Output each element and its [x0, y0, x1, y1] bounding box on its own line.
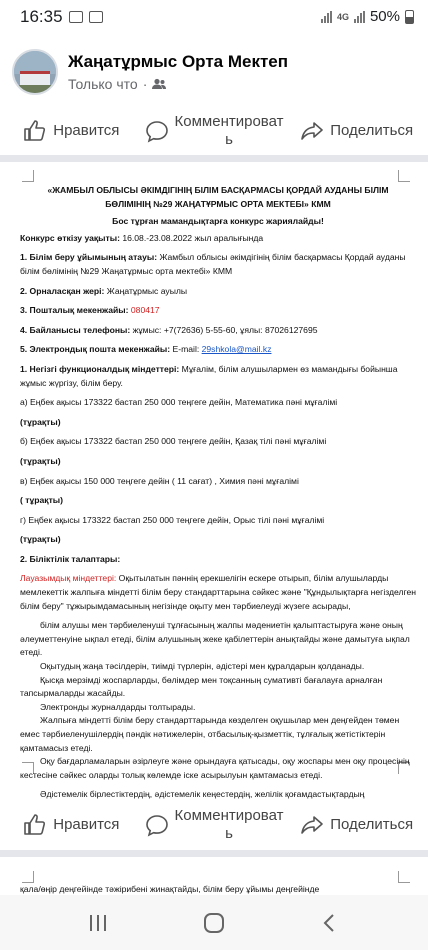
system-nav-bar: [0, 895, 428, 950]
item1-label: 1. Білім беру ұйымының атауы:: [20, 252, 158, 263]
avatar[interactable]: [12, 49, 58, 95]
comment-label: Комментироват ь: [174, 113, 284, 148]
email-link: 29shkola@mail.kz: [201, 344, 272, 355]
divider: [0, 155, 428, 162]
status-bar: [0, 0, 428, 33]
network-type: 4G: [336, 11, 349, 22]
signal-icon-2: [354, 11, 365, 23]
page-name[interactable]: Жаңатұрмыс Орта Мектеп: [68, 52, 289, 71]
document-image[interactable]: [12, 162, 420, 804]
comment-label: Комментироват ь: [174, 807, 284, 842]
battery-level: 50%: [369, 8, 400, 25]
comment-icon: [145, 813, 169, 837]
share-button-2[interactable]: [285, 813, 428, 837]
item5-prefix: E-mail:: [170, 344, 202, 355]
share-label: Поделиться: [330, 816, 414, 833]
like-label: Нравится: [53, 816, 120, 833]
doc-subtitle: Бос тұрған мамандықтарға конкурс жариялайды!: [112, 216, 324, 227]
paragraph-1: білім алушы мен тәрбиеленуші тұлғасының жалпы мәдениетін қалыптастыруға және оның әлеуметтенуіне ықпал етеді, білім алушының жеке қабілеттерін анықтайды және дамытуға ықпал етеді.: [20, 620, 410, 658]
gallery-icon: [89, 11, 103, 23]
item3-label: 3. Пошталық мекенжайы:: [20, 305, 129, 316]
position-c-note: ( тұрақты): [20, 495, 63, 506]
recent-apps-icon[interactable]: [87, 913, 109, 933]
post-header: Жаңатұрмыс Орта Мектеп Только что ·: [0, 36, 428, 108]
item3-value: 080417: [128, 305, 160, 316]
duties-value: Мұғалім, білім алушылармен өз мамандығы бойынша жұмыс жүргізу, білім беру.: [20, 363, 398, 388]
konkurs-label: Конкурс өткізу уақыты:: [20, 232, 120, 243]
next-doc-line: қала/өңір деңгейінде тәжірибені жинақтайды, білім беру ұйымы деңгейінде: [20, 884, 320, 894]
like-label: Нравится: [53, 122, 120, 139]
share-label: Поделиться: [330, 122, 414, 139]
duties-label: 1. Негізгі функционалдық міндеттері:: [20, 363, 180, 374]
position-b: б) Еңбек ақысы 173322 бастап 250 000 теңгеге дейін, Қазақ тілі пәні мұғалімі: [20, 436, 327, 447]
share-button[interactable]: [285, 119, 428, 143]
status-time: 16:35: [20, 6, 63, 26]
position-d-note: (тұрақты): [20, 534, 61, 545]
paragraph-5: Жалпыға міндетті білім беру стандарттарында көзделген оқушылар мен деңгейден төмен емес тәрбиеленушілердің пәндік нәтижелерін, отбасылық-қызметтік, тұлғалық жетістіктерін қамтамасыз етеді.: [20, 715, 400, 753]
paragraph-3: Қысқа мерзімді жоспарларды, бөлімдер мен тоқсанның сумативті бағалауға арналған тапсырмаларды жасайды.: [20, 674, 383, 699]
item4-label: 4. Байланысы телефоны:: [20, 324, 131, 335]
position-d: г) Еңбек ақысы 173322 бастап 250 000 теңгеге дейін, Орыс тілі пәні мұғалімі: [20, 514, 325, 525]
duty-text: Оқытылатын пәннің ерекшелігін ескере отырып, білім алушыларды мемлекеттік жалпыға міндетті білім беру стандарттарына сәйкес және "Құндылықтарға негізделген білім беру" тұжырымдамасының негізінде оқыту мен тәрбиелеуді жүзеге асырады,: [20, 573, 416, 611]
doc-title-2: БӨЛІМІНІҢ №29 ЖАҢАТҰРМЫС ОРТА МЕКТЕБІ» КММ: [105, 198, 331, 209]
doc-title-1: «ЖАМБЫЛ ОБЛЫСЫ ӘКІМДІГІНІҢ БІЛІМ БАСҚАРМАСЫ ҚОРДАЙ АУДАНЫ БІЛІМ: [47, 185, 389, 195]
post-time[interactable]: Только что: [68, 76, 138, 92]
item1-value: Жамбыл облысы әкімдігінің білім басқармасы Қордай ауданы білім бөлімінің №29 Жаңатұрмыс орта мектебі» КММ: [20, 252, 406, 276]
konkurs-value: 16.08.-23.08.2022 жыл аралығында: [119, 232, 264, 243]
like-button-2[interactable]: [0, 813, 143, 837]
position-a: а) Еңбек ақысы 173322 бастап 250 000 теңгеге дейін, Математика пәні мұғалімі: [20, 397, 338, 408]
position-c: в) Еңбек ақысы 150 000 теңгеге дейін ( 11 сағат) , Химия пәні мұғалімі: [20, 475, 299, 486]
item5-label: 5. Электрондық пошта мекенжайы:: [20, 344, 171, 355]
qualification-label: 2. Біліктілік талаптары:: [20, 553, 121, 564]
like-button[interactable]: [0, 119, 143, 143]
share-icon: [300, 813, 324, 837]
paragraph-2: Оқытудың жаңа тәсілдерін, тиімді түрлерін, әдістері мен құралдарын қолданады.: [40, 661, 365, 672]
item2-value: Жаңатұрмыс ауылы: [104, 285, 188, 296]
thumbs-up-icon: [23, 119, 47, 143]
back-icon[interactable]: [319, 912, 341, 934]
thumbs-up-icon: [23, 813, 47, 837]
comment-button[interactable]: [143, 113, 286, 149]
duty-red-label: Лауазымдық міндеттері:: [20, 573, 117, 584]
notification-icon: [69, 11, 83, 23]
share-icon: [300, 119, 324, 143]
document-text: [20, 184, 416, 802]
item4-value: жұмыс: +7(72636) 5-55-60, ұялы: 87026127695: [130, 324, 318, 335]
divider: [0, 850, 428, 857]
comment-button-2[interactable]: [143, 807, 286, 843]
battery-icon: [405, 10, 414, 24]
action-bar-bottom: [0, 800, 428, 850]
comment-icon: [145, 119, 169, 143]
paragraph-4: Электронды журналдарды толтырады.: [40, 701, 196, 712]
position-a-note: (тұрақты): [20, 416, 61, 427]
paragraph-6: Оқу бағдарламаларын әзірлеуге және орындауға қатысады, оқу жоспары мен оқу процесінің кестесіне сәйкес оларды толық көлемде іске асырылуын қамтамасыз етеді.: [20, 756, 410, 780]
action-bar-top: [0, 106, 428, 156]
friends-icon: [152, 78, 166, 90]
signal-icon: [321, 11, 332, 23]
home-icon[interactable]: [203, 912, 225, 934]
item2-label: 2. Орналасқан жері:: [20, 285, 105, 296]
position-b-note: (тұрақты): [20, 455, 61, 466]
paragraph-7: Әдістемелік бірлестіктердің, әдістемелік кеңестердің, желілік қоғамдастықтардың: [40, 789, 365, 800]
